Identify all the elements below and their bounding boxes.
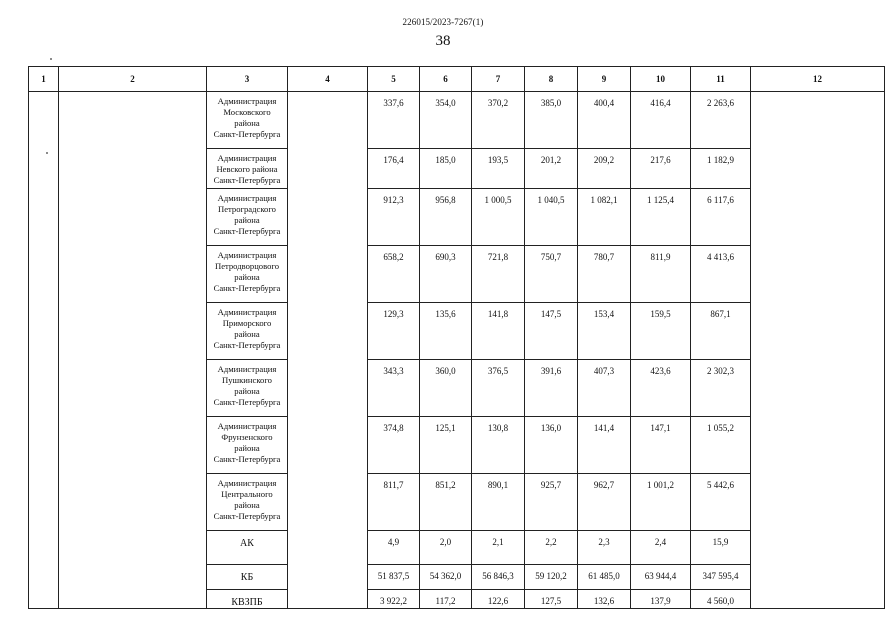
- value-cell: 137,9: [631, 590, 691, 609]
- row-label-line: Центрального: [221, 489, 273, 499]
- row-label-line: Московского: [223, 107, 271, 117]
- column-header: 5: [368, 67, 420, 92]
- value-cell: 136,0: [525, 417, 578, 474]
- scan-speck: [50, 58, 52, 60]
- value-cell: 217,6: [631, 149, 691, 189]
- value-cell: 135,6: [420, 303, 472, 360]
- value-cell: 193,5: [472, 149, 525, 189]
- value-cell: 811,7: [368, 474, 420, 531]
- row-label-line: Пушкинского: [222, 375, 272, 385]
- value-cell: 416,4: [631, 92, 691, 149]
- value-cell: 354,0: [420, 92, 472, 149]
- value-cell: 4 560,0: [691, 590, 751, 609]
- row-label-line: района: [234, 500, 260, 510]
- value-cell: 2 263,6: [691, 92, 751, 149]
- value-cell: 750,7: [525, 246, 578, 303]
- column-header: 4: [288, 67, 368, 92]
- value-cell: 912,3: [368, 189, 420, 246]
- value-cell: 201,2: [525, 149, 578, 189]
- row-label-line: Администрация: [217, 364, 277, 374]
- row-label-line: Администрация: [217, 96, 277, 106]
- row-label-line: района: [234, 215, 260, 225]
- value-cell: 347 595,4: [691, 565, 751, 590]
- value-cell: 159,5: [631, 303, 691, 360]
- row-label-line: Фрунзенского: [221, 432, 273, 442]
- row-label-line: АК: [240, 538, 254, 549]
- column-header: 6: [420, 67, 472, 92]
- row-label-line: Приморского: [222, 318, 272, 328]
- row-label-line: Администрация: [217, 153, 277, 163]
- value-cell: 1 125,4: [631, 189, 691, 246]
- row-label: [207, 246, 288, 303]
- row-label-line: района: [234, 272, 260, 282]
- row-label-line: Администрация: [217, 307, 277, 317]
- row-label-line: Санкт-Петербурга: [213, 129, 281, 139]
- row-label-line: Петродворцового: [215, 261, 279, 271]
- value-cell: 2 302,3: [691, 360, 751, 417]
- row-label: [207, 590, 288, 609]
- column-2-cell: [59, 92, 207, 609]
- budget-table: [28, 66, 885, 609]
- row-label-line: Санкт-Петербурга: [213, 511, 281, 521]
- row-label-line: Санкт-Петербурга: [213, 283, 281, 293]
- value-cell: 721,8: [472, 246, 525, 303]
- row-label-line: Администрация: [217, 193, 277, 203]
- row-label: [207, 303, 288, 360]
- value-cell: 56 846,3: [472, 565, 525, 590]
- value-cell: 3 922,2: [368, 590, 420, 609]
- value-cell: 59 120,2: [525, 565, 578, 590]
- row-label-line: района: [234, 443, 260, 453]
- value-cell: 51 837,5: [368, 565, 420, 590]
- value-cell: 780,7: [578, 246, 631, 303]
- row-label: [207, 565, 288, 590]
- row-label-line: КБ: [240, 572, 254, 583]
- value-cell: 153,4: [578, 303, 631, 360]
- value-cell: 147,5: [525, 303, 578, 360]
- page-number: 38: [435, 33, 451, 49]
- value-cell: 867,1: [691, 303, 751, 360]
- column-header: 3: [207, 67, 288, 92]
- value-cell: 147,1: [631, 417, 691, 474]
- value-cell: 63 944,4: [631, 565, 691, 590]
- row-label: [207, 92, 288, 149]
- row-label: [207, 149, 288, 189]
- column-header: 1: [29, 67, 59, 92]
- value-cell: 4,9: [368, 531, 420, 565]
- value-cell: 658,2: [368, 246, 420, 303]
- row-label-line: района: [234, 386, 260, 396]
- value-cell: 127,5: [525, 590, 578, 609]
- value-cell: 132,6: [578, 590, 631, 609]
- table-header-row: [29, 67, 885, 92]
- value-cell: 343,3: [368, 360, 420, 417]
- row-label-line: Санкт-Петербурга: [213, 454, 281, 464]
- column-header: 8: [525, 67, 578, 92]
- table-body: [29, 92, 885, 609]
- value-cell: 374,8: [368, 417, 420, 474]
- row-label-line: района: [234, 118, 260, 128]
- value-cell: 1 040,5: [525, 189, 578, 246]
- row-label: [207, 474, 288, 531]
- value-cell: 122,6: [472, 590, 525, 609]
- value-cell: 5 442,6: [691, 474, 751, 531]
- value-cell: 811,9: [631, 246, 691, 303]
- row-label-line: Санкт-Петербурга: [213, 340, 281, 350]
- value-cell: 376,5: [472, 360, 525, 417]
- column-header: 11: [691, 67, 751, 92]
- column-1-cell: [29, 92, 59, 609]
- column-12-cell: [751, 92, 885, 609]
- value-cell: 130,8: [472, 417, 525, 474]
- value-cell: 54 362,0: [420, 565, 472, 590]
- value-cell: 176,4: [368, 149, 420, 189]
- value-cell: 15,9: [691, 531, 751, 565]
- row-label-line: Невского района: [216, 164, 278, 174]
- value-cell: 117,2: [420, 590, 472, 609]
- row-label-line: Администрация: [217, 478, 277, 488]
- value-cell: 1 001,2: [631, 474, 691, 531]
- value-cell: 337,6: [368, 92, 420, 149]
- value-cell: 1 000,5: [472, 189, 525, 246]
- column-header: 7: [472, 67, 525, 92]
- row-label: [207, 189, 288, 246]
- value-cell: 141,8: [472, 303, 525, 360]
- value-cell: 385,0: [525, 92, 578, 149]
- value-cell: 360,0: [420, 360, 472, 417]
- value-cell: 2,1: [472, 531, 525, 565]
- value-cell: 1 082,1: [578, 189, 631, 246]
- value-cell: 423,6: [631, 360, 691, 417]
- row-label-line: Администрация: [217, 250, 277, 260]
- value-cell: 141,4: [578, 417, 631, 474]
- value-cell: 61 485,0: [578, 565, 631, 590]
- row-label-line: Санкт-Петербурга: [213, 397, 281, 407]
- value-cell: 851,2: [420, 474, 472, 531]
- value-cell: 2,2: [525, 531, 578, 565]
- value-cell: 407,3: [578, 360, 631, 417]
- row-label: [207, 531, 288, 565]
- value-cell: 962,7: [578, 474, 631, 531]
- value-cell: 2,4: [631, 531, 691, 565]
- value-cell: 1 055,2: [691, 417, 751, 474]
- value-cell: 125,1: [420, 417, 472, 474]
- value-cell: 890,1: [472, 474, 525, 531]
- row-label-line: КВЗПБ: [231, 597, 263, 608]
- column-header: 10: [631, 67, 691, 92]
- row-label-line: Петроградского: [218, 204, 276, 214]
- value-cell: 925,7: [525, 474, 578, 531]
- value-cell: 185,0: [420, 149, 472, 189]
- row-label-line: Санкт-Петербурга: [213, 175, 281, 185]
- value-cell: 370,2: [472, 92, 525, 149]
- row-label-line: Администрация: [217, 421, 277, 431]
- column-header: 9: [578, 67, 631, 92]
- value-cell: 4 413,6: [691, 246, 751, 303]
- value-cell: 1 182,9: [691, 149, 751, 189]
- value-cell: 391,6: [525, 360, 578, 417]
- row-label: [207, 417, 288, 474]
- column-4-cell: [288, 92, 368, 609]
- value-cell: 2,3: [578, 531, 631, 565]
- row-label-line: Санкт-Петербурга: [213, 226, 281, 236]
- value-cell: 400,4: [578, 92, 631, 149]
- row-label: [207, 360, 288, 417]
- column-header: 12: [751, 67, 885, 92]
- document-number: 226015/2023-7267(1): [402, 17, 484, 27]
- value-cell: 129,3: [368, 303, 420, 360]
- value-cell: 956,8: [420, 189, 472, 246]
- column-header: 2: [59, 67, 207, 92]
- table-row: [29, 92, 885, 149]
- row-label-line: района: [234, 329, 260, 339]
- value-cell: 2,0: [420, 531, 472, 565]
- value-cell: 6 117,6: [691, 189, 751, 246]
- value-cell: 690,3: [420, 246, 472, 303]
- value-cell: 209,2: [578, 149, 631, 189]
